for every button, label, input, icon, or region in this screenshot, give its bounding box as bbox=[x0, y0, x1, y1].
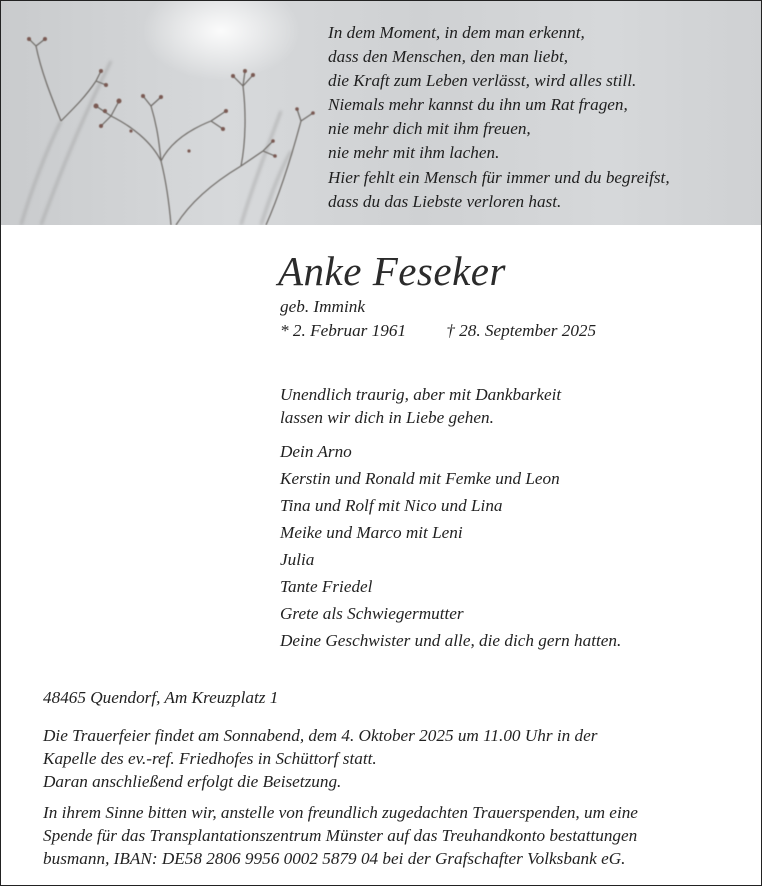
funeral-line: Kapelle des ev.-ref. Friedhofes in Schüttorf statt. bbox=[43, 749, 377, 768]
header-image bbox=[1, 1, 761, 225]
poem-line: nie mehr mit ihm lachen. bbox=[328, 143, 500, 163]
birth-date: * 2. Februar 1961 bbox=[280, 321, 407, 340]
mourner: Tina und Rolf mit Nico und Lina bbox=[280, 496, 503, 515]
maiden-name: geb. Immink bbox=[280, 297, 365, 316]
poem-line: dass du das Liebste verloren hast. bbox=[328, 191, 562, 211]
poem-line: dass den Menschen, den man liebt, bbox=[328, 47, 569, 67]
poem-line: Hier fehlt ein Mensch für immer und du begreifst, bbox=[328, 167, 670, 187]
poem-line: In dem Moment, in dem man erkennt, bbox=[328, 23, 585, 42]
donation-line: busmann, IBAN: DE58 2806 9956 0002 5879 04 bei der Grafschafter Volksbank eG. bbox=[43, 849, 626, 868]
donation-info bbox=[43, 801, 638, 870]
farewell-line: Unendlich traurig, aber mit Dankbarkeit bbox=[280, 385, 562, 404]
donation-line: Spende für das Transplantationszentrum Münster auf das Treuhandkonto bestattungen bbox=[43, 826, 638, 845]
mourners-list bbox=[280, 438, 621, 654]
mourner: Grete als Schwiegermutter bbox=[280, 604, 464, 623]
mourner: Deine Geschwister und alle, die dich gern hatten. bbox=[280, 631, 622, 650]
poem-line: die Kraft zum Leben verlässt, wird alles still. bbox=[328, 71, 637, 91]
funeral-line: Die Trauerfeier findet am Sonnabend, dem 4. Oktober 2025 um 11.00 Uhr in der bbox=[43, 726, 598, 745]
deceased-name: Anke Feseker bbox=[278, 248, 506, 294]
funeral-line: Daran anschließend erfolgt die Beisetzung. bbox=[43, 772, 342, 791]
donation-line: In ihrem Sinne bitten wir, anstelle von freundlich zugedachten Trauerspenden, um eine bbox=[43, 803, 638, 822]
mourner: Tante Friedel bbox=[280, 577, 373, 596]
mourner: Julia bbox=[280, 550, 315, 569]
funeral-info bbox=[43, 724, 597, 793]
address: 48465 Quendorf, Am Kreuzplatz 1 bbox=[43, 688, 279, 707]
mourner: Dein Arno bbox=[280, 442, 352, 461]
poem bbox=[328, 21, 670, 214]
death-date: † 28. September 2025 bbox=[446, 321, 597, 340]
poem-line: Niemals mehr kannst du ihn um Rat fragen, bbox=[328, 95, 628, 115]
mourner: Meike und Marco mit Leni bbox=[280, 523, 463, 542]
mourner: Kerstin und Ronald mit Femke und Leon bbox=[280, 469, 560, 488]
poem-line: nie mehr dich mit ihm freuen, bbox=[328, 119, 531, 139]
dried-plant-illustration bbox=[1, 1, 331, 225]
life-dates bbox=[280, 321, 596, 341]
farewell-text bbox=[280, 383, 561, 429]
farewell-line: lassen wir dich in Liebe gehen. bbox=[280, 408, 494, 427]
